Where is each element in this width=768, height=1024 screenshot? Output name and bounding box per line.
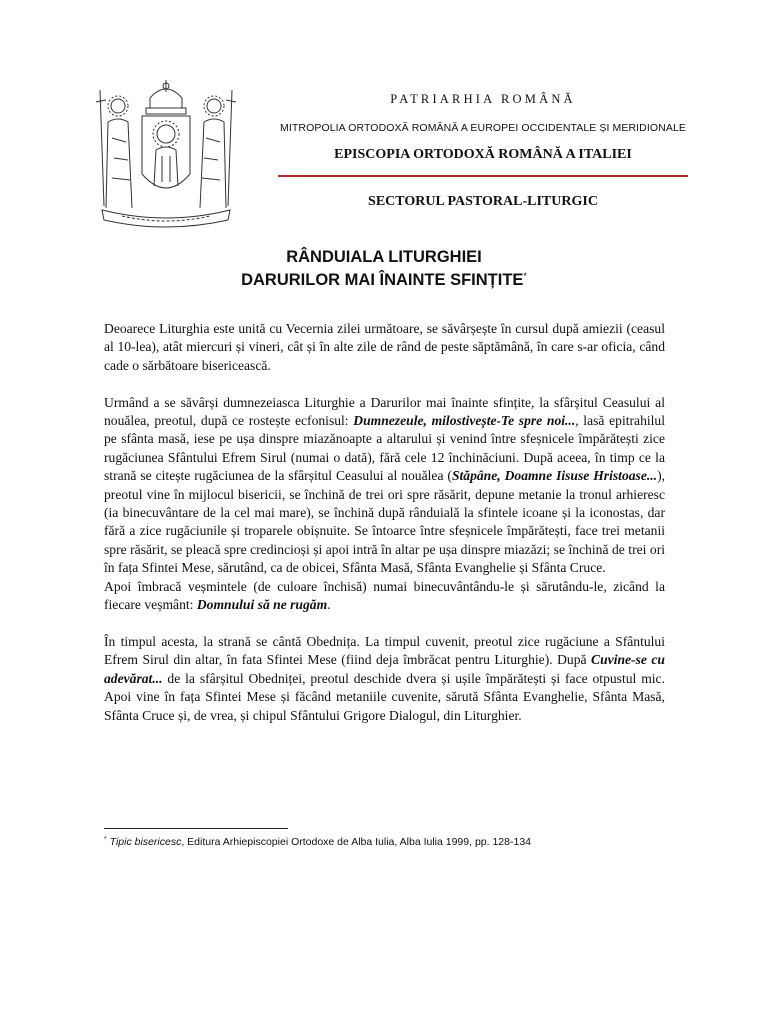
paragraph-4 <box>104 633 665 725</box>
paragraph-3-emphasis: Domnului să ne rugăm <box>196 597 328 613</box>
footnote-source: Tipic bisericesc <box>109 836 182 848</box>
paragraph-2-emphasis-a: Dumnezeule, milostivește-Te spre noi... <box>353 413 576 429</box>
diocese-heading: EPISCOPIA ORTODOXĂ ROMÂNĂ A ITALIEI <box>334 147 632 162</box>
paragraph-3 <box>104 578 665 615</box>
paragraph-3-text-b: . <box>327 597 331 613</box>
footnote-text: , Editura Arhiepiscopiei Ortodoxe de Alba Iulia, Alba Iulia 1999, pp. 128-134 <box>181 836 531 848</box>
document-body <box>104 320 665 725</box>
header-divider <box>278 175 688 177</box>
paragraph-4-text-a: În timpul acesta, la strană se cântă Obednița. La timpul cuvenit, preotul zice rugăciune a Sfântului Efrem Sirul din altar, în fata Sfintei Mese (fiind deja îmbrăcat pentru Liturghie). După <box>104 633 665 668</box>
footnote-marker-bottom: * <box>104 836 107 843</box>
paragraph-4-text-b: de la sfârșitul Obedniței, preotul deschide dvera și ușile împărătești și face otpustul mic. Apoi vine în fața Sfintei Mese și făcând metaniile cuvenite, sărută Sfânta Evanghelie, Sfânta Masă, Sfânta Cruce și, de vrea, și chipul Sfântului Grigore Dialogul, din Liturghier. <box>104 670 665 723</box>
footnote-divider <box>104 828 288 829</box>
footnote <box>104 836 531 848</box>
metropolis-heading: MITROPOLIA ORTODOXĂ ROMÂNĂ A EUROPEI OCCIDENTALE ȘI MERIDIONALE <box>280 122 686 134</box>
paragraph-2-text-c: ), preotul vine în mijlocul bisericii, se închină de trei ori spre răsărit, depune metanie la tronul arhieresc (ia binecuvântare de la cel mai mare), se închină după rânduială la sfintele icoane și la iconostas, dar fără a zice rugăciunile și troparele obișnuite. Se întoarce între sfeșnicele împărătești, face trei metanii spre răsărit, se pleacă spre credincioși și apoi intră în altar pe ușa dinspre miazăzi; se închină de trei ori în fața Sfintei Mese, sărutând, ca de obicei, Sfânta Masă, Sfânta Evanghelie și Sfânta Cruce. <box>104 468 665 576</box>
document-title-line1: RÂNDUIALA LITURGHIEI <box>286 248 482 266</box>
paragraph-2-emphasis-b: Stăpâne, Doamne Iisuse Hristoase... <box>451 468 658 484</box>
sector-heading: SECTORUL PASTORAL-LITURGIC <box>368 194 598 209</box>
paragraph-2 <box>104 394 665 578</box>
paragraph-2-text-b: , lasă epitrahilul pe sfânta masă, iese pe ușa dinspre miazănoapte a altarului și venind între sfeșnicele împărătești zice rugăciunea Sfântului Efrem Sirul (numai o dată), fără cele 12 închinăciuni. După aceea, în timp ce la strană se citește rugăciunea de la sfârșitul Ceasului al nouălea ( <box>104 413 665 484</box>
paragraph-3-text-a: Apoi îmbracă veșmintele (de culoare închisă) numai binecuvântându-le și sărutându-le, zicând la fiecare veșmânt: <box>104 578 665 613</box>
document-title-line2 <box>104 271 664 290</box>
patriarchy-heading: PATRIARHIA ROMÂNĂ <box>390 92 576 106</box>
document-title-line2-text: DARURILOR MAI ÎNAINTE SFINȚITE <box>241 271 524 289</box>
paragraph-1: Deoarece Liturghia este unită cu Vecernia zilei următoare, se săvârșește în cursul după amiezii (ceasul al 10-lea), atât miercuri și vineri, cât și în alte zile de rând de peste săptămână, în care s-ar oficia, când cade o sărbătoare bisericească. <box>104 321 665 373</box>
patriarchal-coat-of-arms-icon <box>92 78 240 234</box>
footnote-marker: * <box>523 271 527 281</box>
paragraph-4-emphasis: Cuvine-se cu adevărat... <box>104 652 665 686</box>
paragraph-2-text-a: Urmând a se săvârși dumnezeiasca Liturghie a Darurilor mai înainte sfințite, la sfârșitul Ceasului al nouălea, preotul, după ce rostește ecfonisul: <box>104 394 665 429</box>
